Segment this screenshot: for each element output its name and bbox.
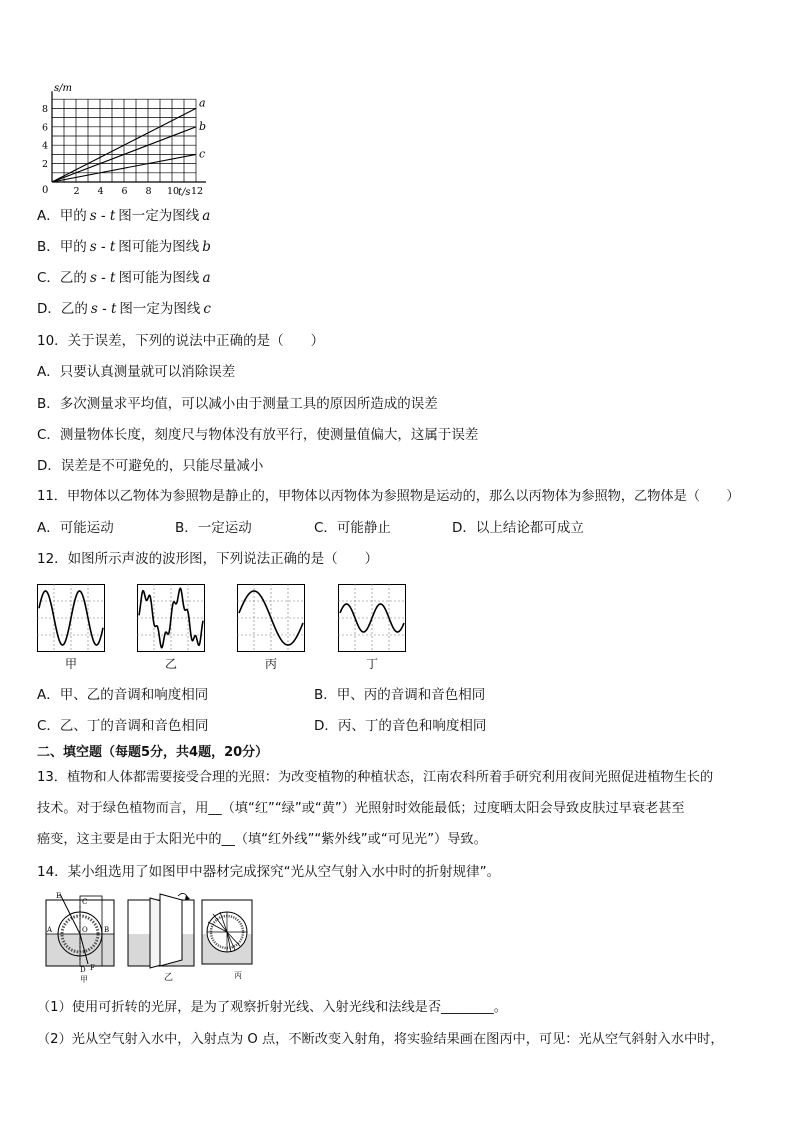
y-tick-label: 4 [42,140,49,152]
y-tick-labels [42,104,48,170]
st-graph [30,82,207,200]
fig-label-C: C [82,898,88,906]
origin-label: 0 [42,185,49,196]
q11-option-c: C．可能静止 [314,520,391,536]
q12-option-a: A．甲、乙的音调和响度相同 [37,687,209,703]
x-axis-label: t/s [178,187,191,198]
q10-option-b: B．多次测量求平均值，可以减小由于测量工具的原因所造成的误差 [37,396,438,412]
q9-option-b: B．甲的 s - t 图可能为图线 b [37,239,211,255]
q11-stem: 11．甲物体以乙物体为参照物是静止的，甲物体以丙物体为参照物是运动的，那么以丙物体为参照物，乙物体是（ ） [37,489,740,504]
figure-yi [128,893,194,968]
section-heading: 二、填空题（每题5分，共4题，20分） [37,745,269,760]
q12-option-c: C．乙、丁的音调和音色相同 [37,718,209,734]
x-tick-label: 12 [191,186,204,197]
fig-label-E: E [56,892,62,900]
figure-jia [46,892,114,974]
fig-label-B: B [104,926,110,934]
q9-option-c: C．乙的 s - t 图可能为图线 a [37,270,211,286]
q13-line2: 技术。对于绿色植物而言，用__（填“红”“绿”或“黄”）光照射时效能最低；过度晒太阳会导致皮肤过早衰老甚至 [37,801,685,816]
q13-line1: 13．植物和人体都需要接受合理的光照：为改变植物的种植状态，江南农科所着手研究利用夜间光照促进植物生长的 [37,770,714,785]
fig-caption-yi: 乙 [164,973,174,983]
q10-option-a: A．只要认真测量就可以消除误差 [37,364,236,380]
waveform-ding [338,584,406,652]
graph-grid [52,99,196,182]
q10-stem: 10．关于误差，下列的说法中正确的是（ ） [37,333,325,349]
graph-line-label-c: c [199,147,206,161]
fig-label-O: O [82,926,88,934]
figure-bing [202,900,252,964]
fig-label-A: A [47,926,53,934]
q10-option-d: D．误差是不可避免的，只能尽量减小 [37,458,264,474]
refraction-apparatus-figure [42,888,257,984]
x-tick-label: 2 [73,186,80,197]
x-tick-label: 8 [145,186,152,197]
q14-part1: （1）使用可折转的光屏，是为了观察折射光线、入射光线和法线是否________。 [37,1000,507,1015]
waveform-jia [37,584,105,652]
q10-option-c: C．测量物体长度，刻度尺与物体没有放平行，使测量值偏大，这属于误差 [37,427,479,443]
x-tick-label: 4 [97,186,104,197]
q9-option-a: A．甲的 s - t 图一定为图线 a [37,208,211,224]
y-tick-label: 2 [42,159,49,171]
graph-line-label-a: a [199,96,206,110]
fig-caption-jia: 甲 [80,975,88,984]
waveform-yi [137,584,205,652]
line-labels [199,96,206,160]
y-axis-label: s/m [54,83,72,94]
fig-label-D: D [80,966,86,974]
q12-option-b: B．甲、丙的音调和音色相同 [314,687,486,703]
wave-label-jia: 甲 [64,657,77,671]
q14-part2: （2）光从空气射入水中，入射点为 O 点，不断改变入射角，将实验结果画在图丙中，可见：光从空气斜射入水中时， [37,1032,724,1047]
wave-label-ding: 丁 [365,657,378,671]
q11-option-b: B．一定运动 [175,520,252,536]
graph-axes [52,91,206,182]
y-tick-label: 6 [42,122,49,134]
y-tick-label: 8 [42,103,49,115]
fig-caption-bing: 丙 [234,971,242,980]
waveform-bing [237,584,305,652]
q13-line3: 癌变，这主要是由于太阳光中的__（填“红外线”“紫外线”或“可见光”）导致。 [37,832,487,847]
x-tick-label: 10 [167,186,180,197]
q11-option-a: A．可能运动 [37,520,114,536]
wave-label-yi: 乙 [164,657,177,671]
x-tick-label: 6 [121,186,128,197]
fig-label-F: F [90,964,95,972]
q11-option-d: D．以上结论都可成立 [452,520,584,536]
q9-option-d: D．乙的 s - t 图一定为图线 c [37,301,211,317]
q12-stem: 12．如图所示声波的波形图，下列说法正确的是（ ） [37,551,379,567]
graph-line-label-b: b [199,119,207,133]
wave-label-bing: 丙 [264,657,277,671]
q14-stem: 14．某小组选用了如图甲中器材完成探究“光从空气射入水中时的折射规律”。 [37,864,501,880]
q12-option-d: D．丙、丁的音色和响度相同 [314,718,487,734]
